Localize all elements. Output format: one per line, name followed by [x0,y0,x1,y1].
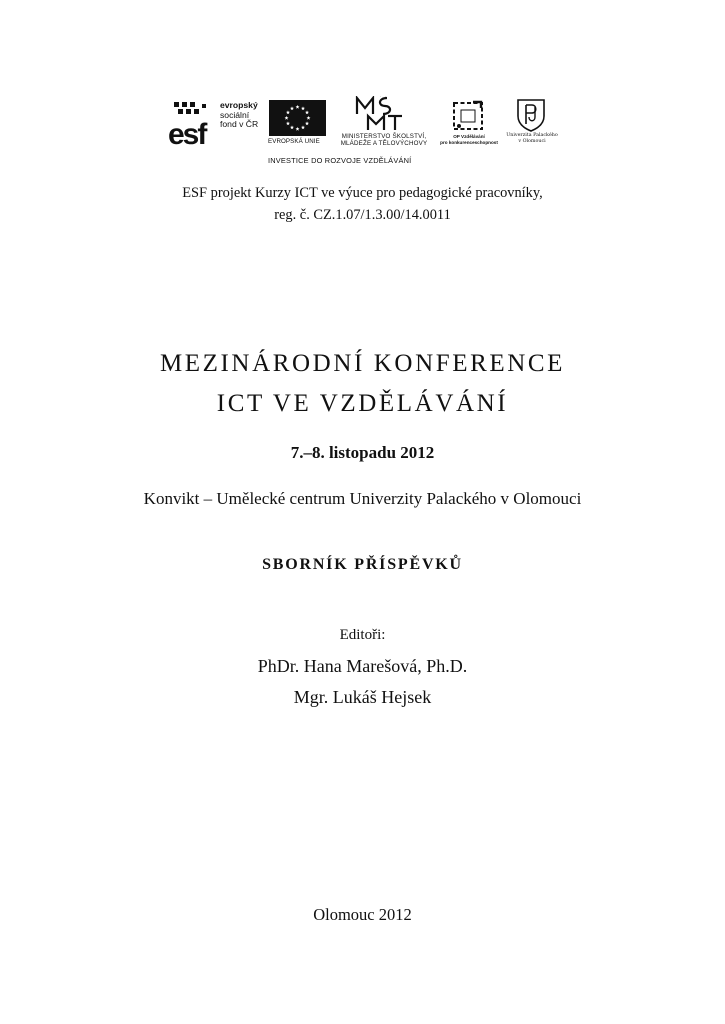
up-shield-icon [516,98,546,132]
up-logo [504,96,560,152]
msmt-label-line-2: MLÁDEŽE A TĚLOVÝCHOVY [340,140,428,148]
up-label-line-1: Univerzita Palackého [506,133,558,138]
esf-line-2: sociální [220,109,250,120]
up-label-line-2: v Olomouci [518,138,546,144]
msmt-label [332,133,436,147]
op-label-line-1: OP Vzdělávání [453,134,485,139]
msmt-mark-icon [354,96,406,132]
esf-text [220,101,266,130]
conference-venue: Konvikt – Umělecké centrum Univerzity Palackého v Olomouci [143,489,582,508]
proceedings-heading: SBORNÍK PŘÍSPĚVKŮ [262,556,463,573]
esf-line-1: evropský [220,100,258,110]
editor-name: Mgr. Lukáš Hejsek [293,687,432,707]
op-logo [436,96,502,152]
eu-flag-icon [269,100,326,136]
esf-logo [168,100,260,146]
up-label [504,133,560,145]
conference-title-line-2: ICT VE VZDĚLÁVÁNÍ [216,390,509,417]
eu-logo [268,100,330,148]
project-line-2: reg. č. CZ.1.07/1.3.00/14.0011 [274,207,451,223]
investice-tagline: INVESTICE DO ROZVOJE VZDĚLÁVÁNÍ [268,156,412,165]
msmt-logo [332,96,436,154]
op-label-line-2: pro konkurenceschopnost [440,139,498,145]
place-year: Olomouc 2012 [313,905,412,924]
esf-line-3: fond v ČR [220,119,259,130]
editor-name: PhDr. Hana Marešová, Ph.D. [257,656,468,676]
op-label [436,134,502,145]
logo-strip [160,96,560,168]
conference-title-line-1: MEZINÁRODNÍ KONFERENCE [159,350,566,377]
esf-mark-icon [168,100,218,146]
editors-label: Editoři: [339,627,386,643]
eu-label: EVROPSKÁ UNIE [268,138,320,145]
op-mark-icon [451,100,487,132]
svg-text:esf: esf [168,118,206,146]
msmt-label-line-1: MINISTERSTVO ŠKOLSTVÍ, [341,133,427,140]
conference-date: 7.–8. listopadu 2012 [290,443,435,462]
project-line-1: ESF projekt Kurzy ICT ve výuce pro pedagogické pracovníky, [182,185,543,201]
